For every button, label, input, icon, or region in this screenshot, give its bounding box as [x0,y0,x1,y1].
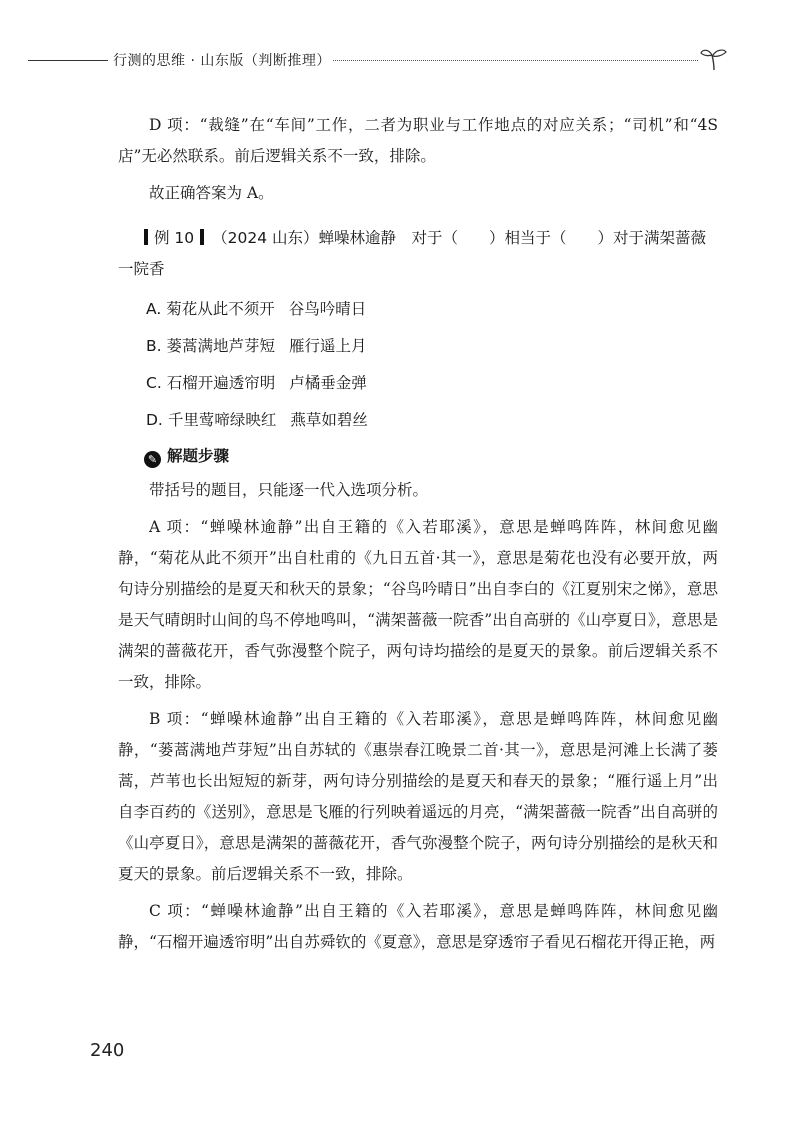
option-list [118,291,718,439]
paragraph-option-a-analysis: A 项：“蝉噪林逾静”出自王籍的《入若耶溪》，意思是蝉鸣阵阵，林间愈见幽静，“菊花从此不须开”出自杜甫的《九日五首·其一》，意思是菊花也没有必要开放，两句诗分别描绘的是夏天和秋天的景象；“谷鸟吟晴日”出自李白的《江夏别宋之悌》，意思是天气晴朗时山间的鸟不停地鸣叫，“满架蔷薇一院香”出自高骈的《山亭夏日》，意思是满架的蔷薇花开，香气弥漫整个院子，两句诗均描绘的是夏天的景象。前后逻辑关系不一致，排除。 [118,518,718,691]
steps-heading [144,441,718,471]
sprout-icon [700,44,728,72]
header-rule-right [333,60,698,61]
option-first-line: 千里莺啼绿映红 [167,411,277,429]
example-bar-left [144,229,148,245]
paragraph-intro: 带括号的题目，只能逐一代入选项分析。 [149,481,429,499]
example-stem: （2024 山东）蝉噪林逾静 对于（ ）相当于（ ）对于满架蔷薇一院香 [118,229,707,278]
option-letter: A. [146,300,162,318]
option-letter: C. [146,374,162,392]
steps-title: 解题步骤 [167,447,230,465]
example-question [118,223,718,285]
option-b [118,328,718,365]
paragraph-option-b-analysis: B 项：“蝉噪林逾静”出自王籍的《入若耶溪》，意思是蝉鸣阵阵，林间愈见幽静，“蒌蒿满地芦芽短”出自苏轼的《惠崇春江晚景二首·其一》，意思是河滩上长满了蒌蒿，芦苇也长出短短的新芽，两句诗分别描绘的是夏天和春天的景象；“雁行遥上月”出自李百药的《送别》，意思是飞雁的行列映着遥远的月亮，“满架蔷薇一院香”出自高骈的《山亭夏日》，意思是满架的蔷薇花开，香气弥漫整个院子，两句诗分别描绘的是秋天和夏天的景象。前后逻辑关系不一致，排除。 [118,710,718,883]
option-second-line: 卢橘垂金弹 [289,374,367,392]
header-title: 行测的思维 · 山东版（判断推理） [113,53,331,69]
paragraph-d-option: D 项：“裁缝”在“车间”工作，二者为职业与工作地点的对应关系；“司机”和“4S 店”无必然联系。前后逻辑关系不一致，排除。 [118,116,718,165]
option-first-line: 石榴开遍透帘明 [166,374,276,392]
page-number: 240 [90,1040,125,1061]
option-d [118,402,718,439]
option-letter: B. [146,337,162,355]
pencil-icon: ✎ [144,451,161,468]
header-rule-left [28,60,108,61]
page-content [118,110,718,964]
option-second-line: 雁行遥上月 [289,337,367,355]
paragraph-answer: 故正确答案为 A。 [149,184,274,202]
option-second-line: 燕草如碧丝 [290,411,368,429]
option-first-line: 菊花从此不须开 [166,300,275,318]
example-bar-right [200,229,204,245]
option-a [118,291,718,328]
example-label: 例 10 [154,229,195,247]
option-first-line: 蒌蒿满地芦芽短 [166,337,276,355]
paragraph-option-c-analysis: C 项：“蝉噪林逾静”出自王籍的《入若耶溪》，意思是蝉鸣阵阵，林间愈见幽静，“石榴开遍透帘明”出自苏舜钦的《夏意》，意思是穿透帘子看见石榴花开得正艳，两 [118,902,718,951]
option-letter: D. [146,411,163,429]
running-header [28,48,728,72]
option-second-line: 谷鸟吟晴日 [288,300,367,318]
option-c [118,365,718,402]
